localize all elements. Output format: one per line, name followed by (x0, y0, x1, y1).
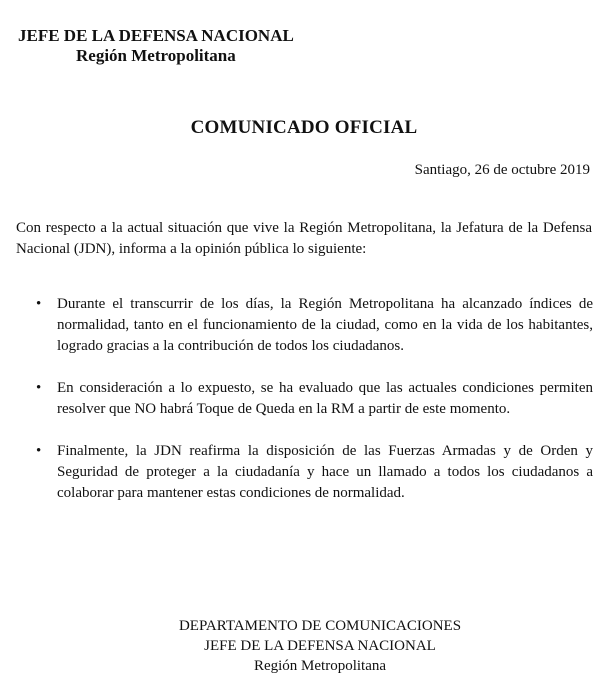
bullet-text: En consideración a lo expuesto, se ha evaluado que las actuales condiciones permiten resolver que NO habrá Toque de Queda en la RM a partir de este momento. (57, 380, 593, 417)
intro-paragraph: Con respecto a la actual situación que vive la Región Metropolitana, la Jefatura de la Defensa Nacional (JDN), informa a la opinión pública lo siguiente: (16, 220, 592, 257)
bullet-item (0, 441, 608, 504)
bullet-icon: • (36, 296, 42, 312)
bullet-list (0, 294, 608, 525)
footer-department: DEPARTAMENTO DE COMUNICACIONES (178, 618, 462, 634)
bullet-icon: • (36, 380, 42, 396)
bullet-text: Durante el transcurrir de los días, la Región Metropolitana ha alcanzado índices de normalidad, tanto en el funcionamiento de la ciudad, como en la vida de los habitantes, logrado gracias a la contribución de todos los ciudadanos. (57, 296, 593, 354)
bullet-icon: • (36, 443, 42, 459)
document-title: COMUNICADO OFICIAL (190, 117, 418, 138)
footer-region: Región Metropolitana (253, 658, 387, 674)
bullet-item (0, 378, 608, 420)
bullet-text: Finalmente, la JDN reafirma la disposición de las Fuerzas Armadas y de Orden y Seguridad de proteger a la ciudadanía y hace un llamado a todos los ciudadanos a colaborar para mantener estas condiciones de normalidad. (57, 443, 593, 501)
document-header (18, 26, 338, 66)
document-date: Santiago, 26 de octubre 2019 (414, 162, 590, 178)
footer-organization: JEFE DE LA DEFENSA NACIONAL (204, 638, 436, 654)
header-region: Región Metropolitana (76, 46, 236, 65)
bullet-item (0, 294, 608, 357)
header-organization: JEFE DE LA DEFENSA NACIONAL (18, 26, 294, 45)
document-footer (150, 616, 490, 676)
